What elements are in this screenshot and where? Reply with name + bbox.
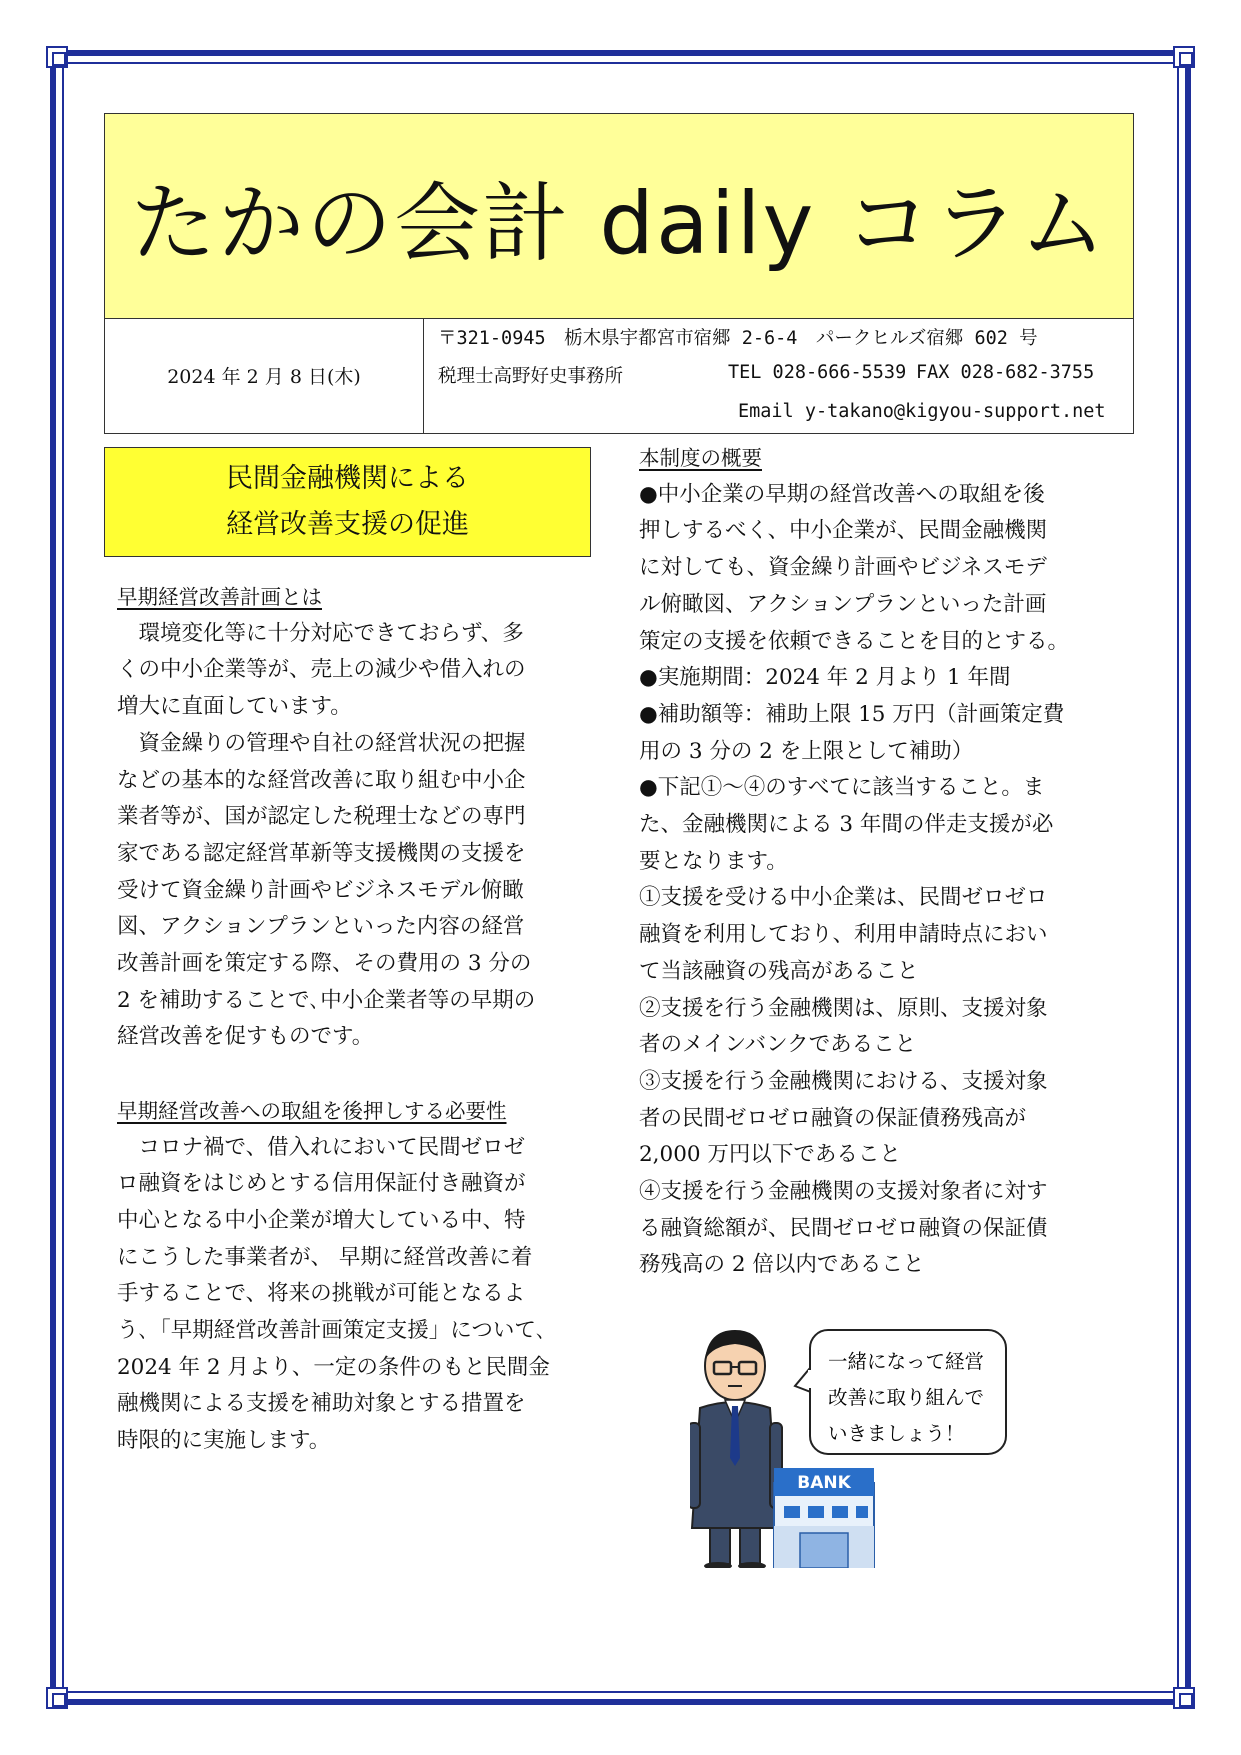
body-line: て当該融資の残高があること [639,958,919,984]
body-line: 経営改善を促すものです。 [117,1024,374,1050]
body-line: ロ融資をはじめとする信用保証付き融資が [117,1171,526,1197]
body-line: た、金融機関による 3 年間の伴走支援が必 [639,812,1054,838]
header-info-row [104,318,1134,434]
body-line: ル俯瞰図、アクションプランといった計画 [639,591,1047,617]
body-line: 者のメインバンクであること [639,1032,917,1058]
body-line: ②支援を行う金融機関は、原則、支援対象 [639,995,1048,1021]
body-line: 環境変化等に十分対応できておらず、多 [117,620,524,646]
section-heading: 早期経営改善計画とは [117,585,322,609]
fax-text: FAX 028-682-3755 [916,362,1095,383]
issue-date: 2024 年 2 月 8 日(木) [105,318,424,433]
body-line: ●補助額等：補助上限 15 万円（計画策定費 [639,701,1065,727]
right-column [639,440,1121,1284]
masthead [104,113,1134,319]
corner-ornament [1173,1687,1195,1709]
email-text: Email y-takano@kigyou-support.net [738,401,1106,422]
businessman-figure [690,1330,782,1568]
body-line: ③支援を行う金融機関における、支援対象 [639,1068,1048,1094]
bank-building-icon [774,1468,874,1568]
body-line: う､「早期経営改善計画策定支援」について､ [117,1318,547,1344]
body-line: 者の民間ゼロゼロ融資の保証債務残高が [639,1105,1027,1131]
body-line: 資金繰りの管理や自社の経営状況の把握 [117,730,526,756]
body-line: 2 を補助することで､中小企業者等の早期の [117,987,536,1013]
body-line: ●下記①～④のすべてに該当すること。ま [639,775,1045,801]
left-column [117,579,595,1460]
body-line: 2,000 万円以下であること [639,1142,901,1168]
body-line: 図、アクションプランといった内容の経営 [117,914,525,940]
body-line: 業者等が、国が認定した税理士などの専門 [117,804,526,830]
headline-line: 経営改善支援の促進 [226,509,469,540]
contact-block [424,318,1133,433]
bank-sign: BANK [797,1473,851,1493]
office-name: 税理士高野好史事務所 [438,366,624,387]
body-line: 増大に直面しています。 [117,694,352,720]
section-heading: 早期経営改善への取組を後押しする必要性 [117,1098,507,1123]
body-line: 改善計画を策定する際、その費用の 3 分の [117,951,532,977]
body-line: ①支援を受ける中小企業は、民間ゼロゼロ [639,885,1048,911]
body-line: 用の 3 分の 2 を上限として補助） [639,738,974,764]
body-line: 中心となる中小企業が増大している中、特 [117,1207,526,1233]
body-line: 家である認定経営革新等支援機関の支援を [117,840,526,866]
address-text: 〒321-0945 栃木県宇都宮市宿郷 2-6-4 パークヒルズ宿郷 602 号 [438,328,1038,349]
tel-text: TEL 028-666-5539 [728,362,907,383]
body-line: る融資総額が、民間ゼロゼロ融資の保証債 [639,1215,1048,1241]
body-line: 務残高の 2 倍以内であること [639,1252,925,1278]
body-line: 時限的に実施します。 [117,1428,331,1454]
bubble-line: 一緒になって経営 [828,1350,985,1373]
bubble-line: いきましょう！ [828,1422,965,1445]
body-line: 受けて資金繰り計画やビジネスモデル俯瞰 [117,877,524,903]
speech-bubble [795,1330,1006,1454]
body-line: 2024 年 2 月より、一定の条件のもと民間金 [117,1354,550,1380]
body-line: ●中小企業の早期の経営改善への取組を後 [639,481,1045,507]
body-line: ●実施期間：2024 年 2 月より 1 年間 [639,665,1011,691]
body-line: 要となります。 [639,848,788,874]
corner-ornament [1173,46,1195,68]
body-line: ④支援を行う金融機関の支援対象者に対す [639,1179,1048,1205]
headline-line: 民間金融機関による [226,463,469,494]
body-line: 融資を利用しており、利用申請時点におい [639,922,1048,948]
headline-box [104,447,591,557]
body-line: 押しするべく、中小企業が、民間金融機関 [639,518,1048,544]
banker-illustration [690,1328,1110,1568]
page-title: たかの会計 daily コラム [130,174,1108,274]
body-line: 手することで、将来の挑戦が可能となるよ [117,1281,526,1307]
body-line: に対しても、資金繰り計画やビジネスモデ [639,555,1047,581]
body-line: などの基本的な経営改善に取り組む中小企 [117,767,526,793]
bubble-line: 改善に取り組んで [828,1386,985,1409]
body-line: にこうした事業者が、 早期に経営改善に着 [117,1244,533,1270]
body-line: 策定の支援を依頼できることを目的とする。 [639,628,1070,654]
body-line: くの中小企業等が、売上の減少や借入れの [117,657,526,683]
section-heading: 本制度の概要 [639,446,762,470]
body-line: コロナ禍で、借入れにおいて民間ゼロゼ [117,1134,526,1160]
body-line: 融機関による支援を補助対象とする措置を [117,1391,526,1417]
corner-ornament [46,1687,68,1709]
corner-ornament [46,46,68,68]
